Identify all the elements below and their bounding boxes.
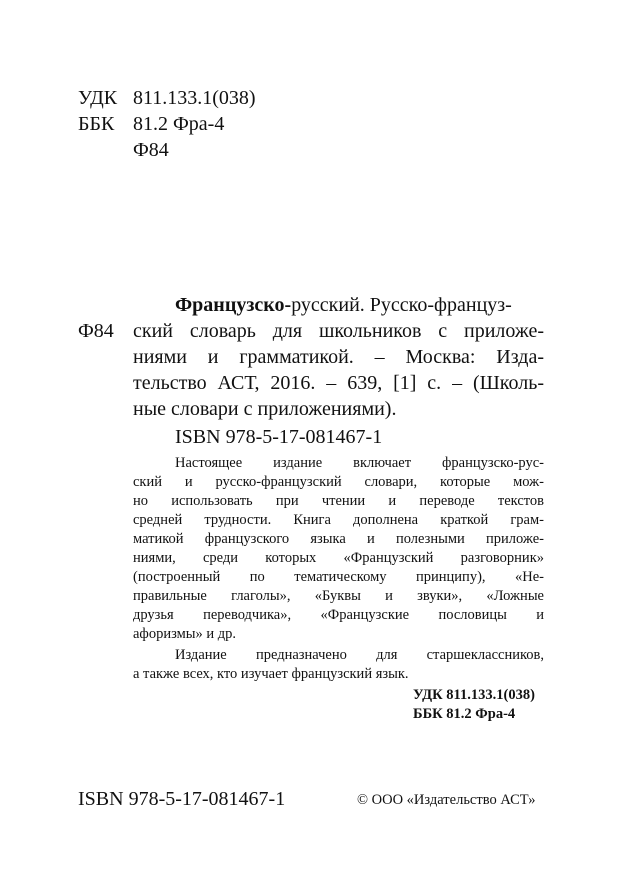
- annotation-line: ниями, среди которых «Французский разговорник»: [133, 550, 544, 566]
- entry-title-bold: Французско-: [175, 294, 292, 316]
- entry-line-2: ский словарь для школьников с приложе-: [133, 320, 544, 342]
- annotation-line: (построенный по тематическому принципу), «Не-: [133, 569, 544, 585]
- entry-line-4: тельство АСТ, 2016. – 639, [1] с. – (Школь-: [133, 372, 544, 394]
- udk-value: 811.133.1(038): [133, 87, 256, 109]
- bbk-value: 81.2 Фра-4: [133, 113, 225, 135]
- annotation-line: правильные глаголы», «Буквы и звуки», «Ложные: [133, 588, 544, 604]
- entry-title-rest: русский. Русско-француз-: [291, 294, 512, 316]
- entry-title-line-1: [175, 292, 512, 318]
- annotation-bbk: ББК 81.2 Фра-4: [413, 706, 516, 722]
- annotation-line: друзья переводчика», «Французские пословицы и: [133, 607, 544, 623]
- annotation-udk: УДК 811.133.1(038): [413, 687, 535, 703]
- annotation-last-line: афоризмы» и др.: [133, 626, 237, 642]
- author-mark: Ф84: [133, 139, 169, 161]
- annotation-line: средней трудности. Книга дополнена краткой грам-: [133, 512, 544, 528]
- annotation-line: матикой французского языка и полезными приложе-: [133, 531, 544, 547]
- footer-isbn: ISBN 978-5-17-081467-1: [78, 788, 286, 810]
- entry-line-3: ниями и грамматикой. – Москва: Изда-: [133, 346, 544, 368]
- audience-line-2: а также всех, кто изучает французский язык.: [133, 666, 409, 682]
- bbk-label: ББК: [78, 113, 115, 135]
- entry-isbn: ISBN 978-5-17-081467-1: [175, 426, 383, 448]
- entry-author-mark: Ф84: [78, 320, 114, 342]
- audience-line-1: Издание предназначено для старшеклассников,: [175, 647, 544, 663]
- udk-label: УДК: [78, 87, 118, 109]
- annotation-line: Настоящее издание включает французско-рус-: [175, 455, 544, 471]
- copyright: © ООО «Издательство АСТ»: [357, 792, 536, 808]
- annotation-line: но использовать при чтении и переводе текстов: [133, 493, 544, 509]
- annotation-line: ский и русско-французский словари, которые мож-: [133, 474, 544, 490]
- entry-line-5: ные словари с приложениями).: [133, 398, 397, 420]
